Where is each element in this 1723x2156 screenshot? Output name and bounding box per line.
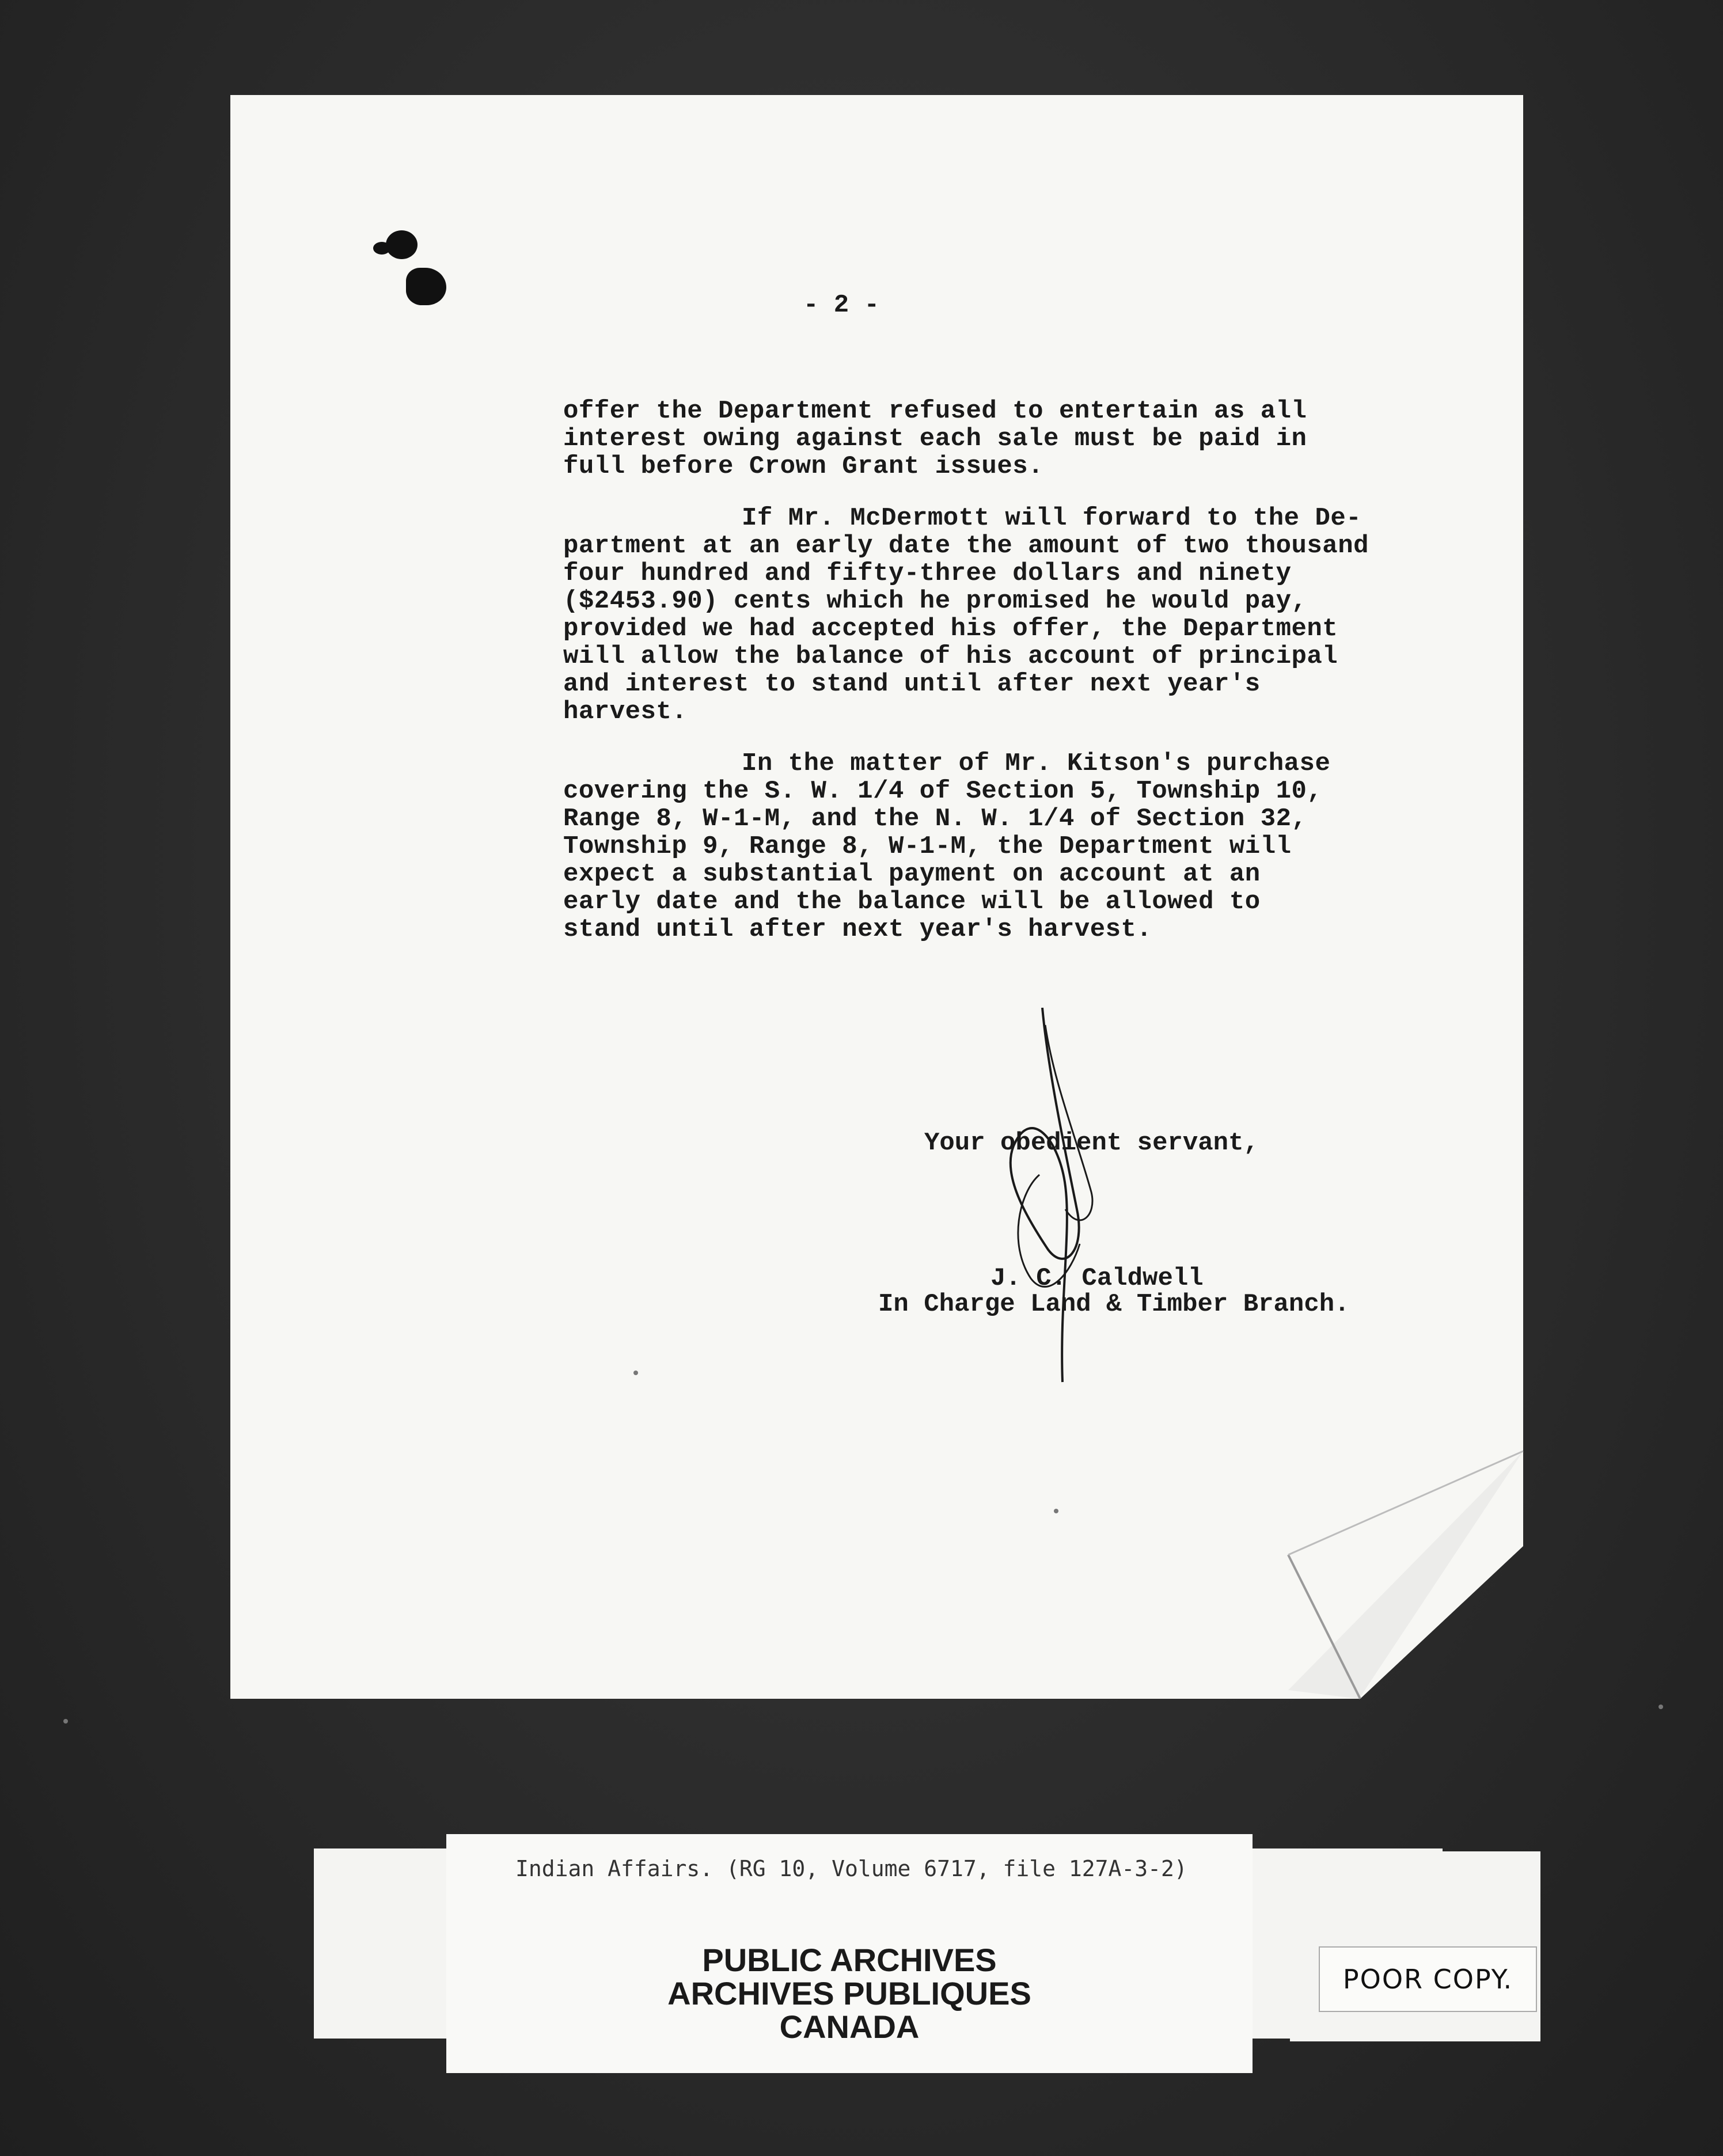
archive-stamp <box>446 1944 1253 2044</box>
closing-salutation: Your obedient servant, <box>924 1129 1259 1157</box>
scan-speck <box>1054 1509 1058 1513</box>
scan-speck <box>63 1719 68 1724</box>
archive-label-tab <box>314 1848 446 1935</box>
poor-copy-note: POOR COPY. <box>1319 1946 1537 2012</box>
signer-name: J. C. Caldwell <box>990 1264 1204 1293</box>
signer-title: In Charge Land & Timber Branch. <box>878 1290 1350 1319</box>
archive-country: CANADA <box>779 2009 920 2045</box>
ink-blot <box>386 230 418 259</box>
archive-name-french: ARCHIVES PUBLIQUES <box>667 1975 1031 2011</box>
page-number: - 2 - <box>803 291 880 320</box>
scan-speck <box>1659 1705 1663 1709</box>
scan-speck <box>633 1371 638 1375</box>
letter-body <box>563 397 1410 967</box>
paragraph-mcdermott: If Mr. McDermott will forward to the De- partment at an early date the amount of two thousand four hundred and fifty-three dollars and ninety ($2453.90) cents which he promised he would pay, provided we had accepted his offer, the Department will allow the balance of his account of principal and interest to stand until after next year's harvest. <box>563 504 1369 726</box>
paragraph-kitson: In the matter of Mr. Kitson's purchase covering the S. W. 1/4 of Section 5, Township 10, Range 8, W-1-M, and the N. W. 1/4 of Section 32, Township 9, Range 8, W-1-M, the Department will expect a substantial payment on account at an early date and the balance will be allowed to stand until after next year's harvest. <box>563 749 1331 944</box>
ink-blot <box>373 242 390 255</box>
archive-reference: Indian Affairs. (RG 10, Volume 6717, file 127A-3-2) <box>515 1856 1187 1881</box>
ink-blot <box>406 268 446 305</box>
archive-name-english: PUBLIC ARCHIVES <box>702 1942 997 1978</box>
handwritten-signature <box>979 1002 1129 1394</box>
paragraph-offer: offer the Department refused to entertain as all interest owing against each sale must be paid in full before Crown Grant issues. <box>563 397 1307 481</box>
